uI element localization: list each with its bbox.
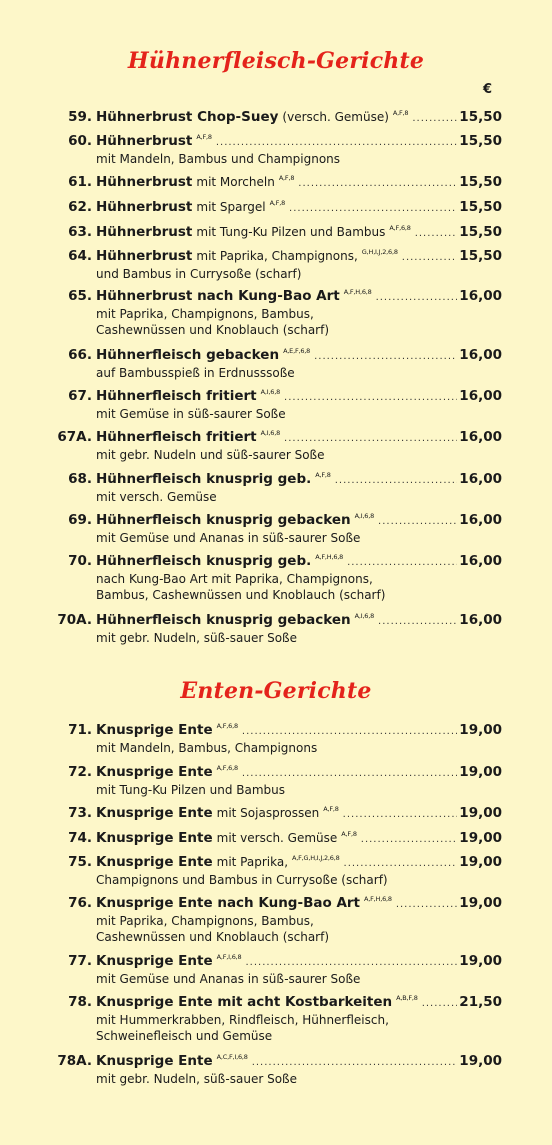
item-name: Hühnerbrust xyxy=(96,224,193,240)
menu-item-row xyxy=(0,222,552,242)
section-title-chicken: Hühnerfleisch-Gerichte xyxy=(127,48,425,74)
item-allergens: A,F,8 xyxy=(315,471,331,479)
menu-item xyxy=(0,828,552,848)
item-allergens: A,F,8 xyxy=(392,109,409,117)
leader-dots xyxy=(422,994,459,1014)
item-number: 69. xyxy=(68,512,92,528)
menu-item xyxy=(0,951,552,987)
item-line xyxy=(96,131,502,153)
item-name: Hühnerfleisch knusprig geb. xyxy=(96,471,312,487)
menu-item xyxy=(0,107,552,127)
item-price: 19,00 xyxy=(459,830,502,846)
item-allergens: G,H,I,J,2,6,8 xyxy=(361,248,398,256)
item-description: und Bambus in Currysoße (scharf) xyxy=(96,267,302,281)
leader-dots xyxy=(314,347,459,367)
item-allergens: A,I,6,8 xyxy=(260,429,281,437)
menu-item-row xyxy=(0,131,552,151)
item-description: mit Gemüse in süß-saurer Soße xyxy=(96,407,286,421)
leader-dots xyxy=(284,429,459,449)
item-description: mit gebr. Nudeln, süß-sauer Soße xyxy=(96,631,297,645)
item-line xyxy=(96,992,502,1014)
item-number: 72. xyxy=(68,764,92,780)
item-line xyxy=(96,172,502,194)
item-allergens: A,B,F,8 xyxy=(396,994,418,1002)
leader-dots xyxy=(415,224,459,244)
item-description: mit Mandeln, Bambus, Champignons xyxy=(96,741,318,755)
menu-item xyxy=(0,286,552,338)
leader-dots xyxy=(216,133,459,153)
item-allergens: A,F,G,H,I,J,2,6,8 xyxy=(292,854,340,862)
menu-item xyxy=(0,992,552,1044)
item-extra: mit versch. Gemüse xyxy=(216,831,338,845)
item-allergens: A,F,H,6,8 xyxy=(343,288,372,296)
item-price: 15,50 xyxy=(459,133,502,149)
item-allergens: A,F,H,6,8 xyxy=(364,895,392,903)
item-price: 16,00 xyxy=(459,553,502,569)
menu-item-row xyxy=(0,510,552,530)
item-number: 67. xyxy=(68,388,92,404)
menu-item xyxy=(0,197,552,217)
item-extra: (versch. Gemüse) xyxy=(282,110,389,124)
item-allergens: A,I,6,8 xyxy=(260,388,281,396)
leader-dots xyxy=(344,854,459,874)
leader-dots xyxy=(242,722,459,742)
currency-symbol: € xyxy=(482,82,492,97)
menu-item-row xyxy=(0,469,552,489)
menu-item xyxy=(0,720,552,756)
item-line xyxy=(96,551,502,573)
item-price: 16,00 xyxy=(459,429,502,445)
leader-dots xyxy=(298,174,459,194)
item-name: Knusprige Ente xyxy=(96,953,213,969)
item-line xyxy=(96,246,502,268)
menu-item xyxy=(0,469,552,505)
menu-item-row xyxy=(0,197,552,217)
item-description: mit Paprika, Champignons, Bambus, xyxy=(96,307,314,321)
item-price: 16,00 xyxy=(459,388,502,404)
item-description: Schweinefleisch und Gemüse xyxy=(96,1029,273,1043)
menu-item-row xyxy=(0,172,552,192)
menu-item xyxy=(0,852,552,888)
item-number: 60. xyxy=(68,133,92,149)
item-price: 19,00 xyxy=(459,854,502,870)
menu-item-row xyxy=(0,345,552,365)
item-allergens: A,F,I,6,8 xyxy=(216,953,242,961)
menu-item-row xyxy=(0,610,552,630)
menu-item-row xyxy=(0,893,552,913)
menu-item xyxy=(0,386,552,422)
item-allergens: A,F,8 xyxy=(196,133,212,141)
menu-item-row xyxy=(0,720,552,740)
item-price: 15,50 xyxy=(459,199,502,215)
item-line xyxy=(96,222,502,244)
menu-item xyxy=(0,172,552,192)
item-number: 73. xyxy=(68,805,92,821)
leader-dots xyxy=(361,830,459,850)
item-description: auf Bambusspieß in Erdnusssoße xyxy=(96,366,295,380)
menu-item-row xyxy=(0,992,552,1012)
item-name: Hühnerbrust xyxy=(96,199,193,215)
item-number: 70A. xyxy=(57,612,92,628)
item-name: Hühnerfleisch knusprig geb. xyxy=(96,553,312,569)
item-description: Cashewnüssen und Knoblauch (scharf) xyxy=(96,930,330,944)
item-allergens: A,F,H,6,8 xyxy=(315,553,344,561)
item-name: Hühnerbrust xyxy=(96,133,193,149)
leader-dots xyxy=(343,805,459,825)
item-description: mit gebr. Nudeln, süß-sauer Soße xyxy=(96,1072,297,1086)
item-description: Champignons und Bambus in Currysoße (scharf) xyxy=(96,873,388,887)
item-extra: mit Paprika, Champignons, xyxy=(196,249,358,263)
item-name: Knusprige Ente xyxy=(96,722,213,738)
item-line xyxy=(96,345,502,367)
item-price: 16,00 xyxy=(459,512,502,528)
item-number: 63. xyxy=(68,224,92,240)
item-line xyxy=(96,610,502,632)
item-price: 21,50 xyxy=(459,994,502,1010)
item-name: Hühnerbrust nach Kung-Bao Art xyxy=(96,288,340,304)
item-number: 68. xyxy=(68,471,92,487)
menu-item xyxy=(0,246,552,282)
item-line xyxy=(96,427,502,449)
item-description: mit versch. Gemüse xyxy=(96,490,217,504)
item-description: mit Tung-Ku Pilzen und Bambus xyxy=(96,783,286,797)
item-price: 19,00 xyxy=(459,895,502,911)
item-price: 15,50 xyxy=(459,248,502,264)
menu-item-row xyxy=(0,107,552,127)
item-name: Knusprige Ente xyxy=(96,830,213,846)
item-number: 78A. xyxy=(57,1053,92,1069)
item-price: 16,00 xyxy=(459,347,502,363)
item-allergens: A,F,8 xyxy=(269,199,286,207)
item-allergens: A,F,6,8 xyxy=(216,764,238,772)
menu-item-row xyxy=(0,803,552,823)
item-line xyxy=(96,951,502,973)
leader-dots xyxy=(245,953,459,973)
menu-item xyxy=(0,345,552,381)
item-line xyxy=(96,828,502,850)
item-price: 16,00 xyxy=(459,471,502,487)
item-number: 71. xyxy=(68,722,92,738)
item-allergens: A,F,6,8 xyxy=(389,224,411,232)
item-allergens: A,C,F,I,6,8 xyxy=(216,1053,248,1061)
item-line xyxy=(96,469,502,491)
item-description: mit Hummerkrabben, Rindfleisch, Hühnerfleisch, xyxy=(96,1013,389,1027)
menu-item xyxy=(0,551,552,603)
menu-item xyxy=(0,893,552,945)
item-line xyxy=(96,197,502,219)
item-allergens: A,F,8 xyxy=(341,830,357,838)
item-number: 77. xyxy=(68,953,92,969)
item-extra: mit Spargel xyxy=(196,200,266,214)
item-line xyxy=(96,852,502,874)
item-name: Knusprige Ente xyxy=(96,764,213,780)
item-price: 16,00 xyxy=(459,612,502,628)
menu-item-row xyxy=(0,427,552,447)
item-allergens: A,F,8 xyxy=(323,805,339,813)
item-price: 19,00 xyxy=(459,805,502,821)
menu-item-row xyxy=(0,1051,552,1071)
item-number: 65. xyxy=(68,288,92,304)
item-name: Knusprige Ente xyxy=(96,854,213,870)
item-number: 76. xyxy=(68,895,92,911)
item-name: Hühnerbrust xyxy=(96,174,193,190)
item-description: mit Gemüse und Ananas in süß-saurer Soße xyxy=(96,531,361,545)
item-line xyxy=(96,510,502,532)
item-price: 19,00 xyxy=(459,722,502,738)
item-price: 19,00 xyxy=(459,764,502,780)
menu-item xyxy=(0,1051,552,1087)
item-name: Knusprige Ente nach Kung-Bao Art xyxy=(96,895,361,911)
item-extra: mit Sojasprossen xyxy=(216,806,320,820)
item-price: 19,00 xyxy=(459,1053,502,1069)
item-line xyxy=(96,803,502,825)
item-line xyxy=(96,107,502,129)
item-name: Hühnerfleisch gebacken xyxy=(96,347,280,363)
item-price: 15,50 xyxy=(459,174,502,190)
menu-item-row xyxy=(0,551,552,571)
menu-item-row xyxy=(0,951,552,971)
item-number: 75. xyxy=(68,854,92,870)
item-description: mit Gemüse und Ananas in süß-saurer Soße xyxy=(96,972,361,986)
menu-item-row xyxy=(0,762,552,782)
item-price: 19,00 xyxy=(459,953,502,969)
item-number: 61. xyxy=(68,174,92,190)
item-number: 78. xyxy=(68,994,92,1010)
item-line xyxy=(96,893,502,915)
item-line xyxy=(96,1051,502,1073)
item-extra: mit Tung-Ku Pilzen und Bambus xyxy=(196,225,386,239)
item-number: 59. xyxy=(68,109,92,125)
item-number: 62. xyxy=(68,199,92,215)
menu-item-row xyxy=(0,852,552,872)
leader-dots xyxy=(378,612,459,632)
item-name: Knusprige Ente mit acht Kostbarkeiten xyxy=(96,994,393,1010)
item-name: Hühnerbrust Chop-Suey xyxy=(96,109,279,125)
item-price: 15,50 xyxy=(459,109,502,125)
item-number: 64. xyxy=(68,248,92,264)
item-description: Cashewnüssen und Knoblauch (scharf) xyxy=(96,323,330,337)
item-line xyxy=(96,720,502,742)
leader-dots xyxy=(242,764,459,784)
menu-item-row xyxy=(0,828,552,848)
item-line xyxy=(96,762,502,784)
menu-item-row xyxy=(0,246,552,266)
item-allergens: A,I,6,8 xyxy=(354,612,375,620)
leader-dots xyxy=(347,553,459,573)
item-number: 74. xyxy=(68,830,92,846)
leader-dots xyxy=(378,512,459,532)
item-price: 16,00 xyxy=(459,288,502,304)
item-description: mit Mandeln, Bambus und Champignons xyxy=(96,152,341,166)
item-allergens: A,I,6,8 xyxy=(354,512,375,520)
item-description: Bambus, Cashewnüssen und Knoblauch (scharf) xyxy=(96,588,386,602)
menu-item-row xyxy=(0,286,552,306)
section-title-duck: Enten-Gerichte xyxy=(180,678,372,704)
item-allergens: A,E,F,6,8 xyxy=(283,347,311,355)
item-name: Hühnerfleisch fritiert xyxy=(96,388,257,404)
menu-item xyxy=(0,510,552,546)
menu-item xyxy=(0,222,552,242)
item-line xyxy=(96,386,502,408)
item-allergens: A,F,6,8 xyxy=(216,722,238,730)
item-extra: mit Morcheln xyxy=(196,175,275,189)
item-name: Hühnerfleisch knusprig gebacken xyxy=(96,612,351,628)
item-line xyxy=(96,286,502,308)
leader-dots xyxy=(289,199,459,219)
menu-item xyxy=(0,610,552,646)
leader-dots xyxy=(412,109,459,129)
item-name: Knusprige Ente xyxy=(96,805,213,821)
item-number: 66. xyxy=(68,347,92,363)
leader-dots xyxy=(335,471,459,491)
item-description: nach Kung-Bao Art mit Paprika, Champignons, xyxy=(96,572,373,586)
leader-dots xyxy=(402,248,459,268)
menu-item xyxy=(0,762,552,798)
menu-item xyxy=(0,131,552,167)
menu-item-row xyxy=(0,386,552,406)
item-name: Hühnerfleisch fritiert xyxy=(96,429,257,445)
item-number: 70. xyxy=(68,553,92,569)
leader-dots xyxy=(396,895,459,915)
item-description: mit gebr. Nudeln und süß-saurer Soße xyxy=(96,448,325,462)
item-price: 15,50 xyxy=(459,224,502,240)
item-name: Knusprige Ente xyxy=(96,1053,213,1069)
menu-item xyxy=(0,803,552,823)
leader-dots xyxy=(252,1053,459,1073)
leader-dots xyxy=(376,288,459,308)
item-name: Hühnerbrust xyxy=(96,248,193,264)
item-extra: mit Paprika, xyxy=(216,855,289,869)
item-allergens: A,F,8 xyxy=(278,174,295,182)
menu-item xyxy=(0,427,552,463)
item-number: 67A. xyxy=(57,429,92,445)
leader-dots xyxy=(284,388,459,408)
item-name: Hühnerfleisch knusprig gebacken xyxy=(96,512,351,528)
item-description: mit Paprika, Champignons, Bambus, xyxy=(96,914,314,928)
